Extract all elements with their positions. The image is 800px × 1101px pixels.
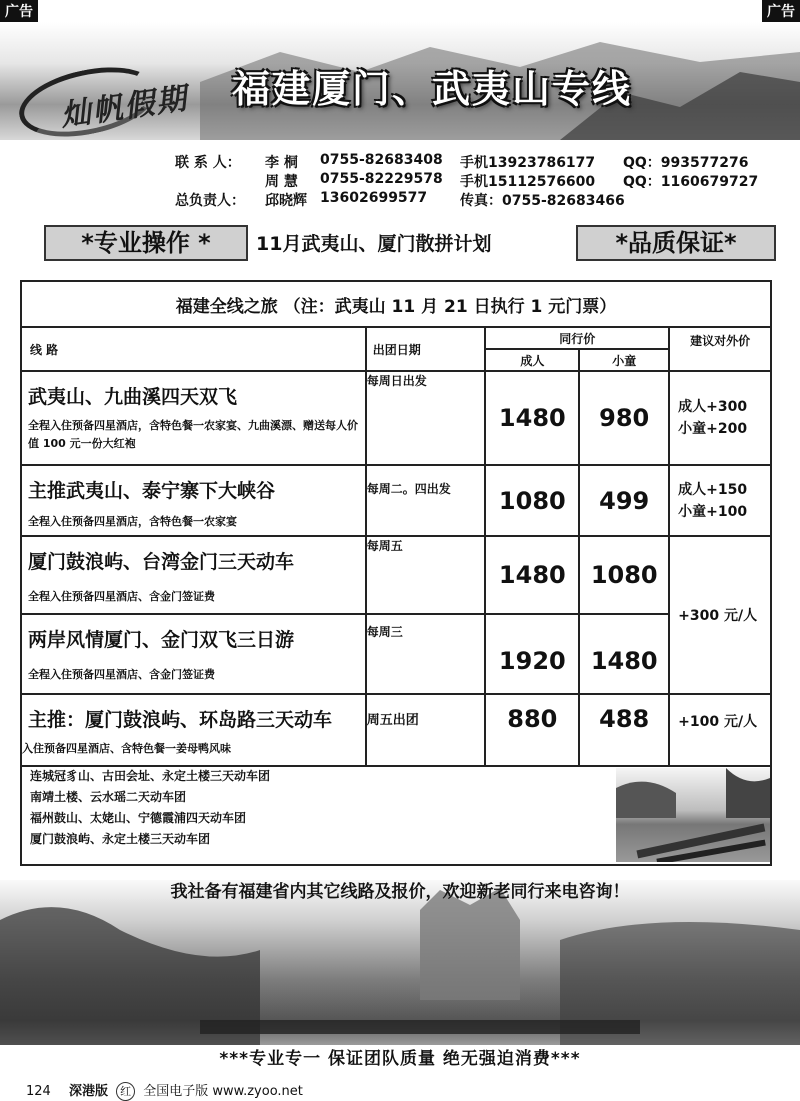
route-price-table xyxy=(20,280,772,767)
red-stamp-icon: 红 xyxy=(116,1082,135,1101)
child-price: 980 xyxy=(579,371,669,465)
scenic-river-image xyxy=(0,880,800,1045)
adult-price: 1920 xyxy=(485,614,579,694)
route-description: 全程入住预备四星酒店，含特色餐一农家宴 xyxy=(28,515,237,528)
table-row xyxy=(21,614,771,694)
header-route: 线 路 xyxy=(21,327,366,371)
header-suggested-price: 建议对外价 xyxy=(669,327,771,371)
list-item: 福州鼓山、太姥山、宁德霞浦四天动车团 xyxy=(30,811,247,825)
list-item: 厦门鼓浪屿、永定土楼三天动车团 xyxy=(30,832,211,846)
list-item: 连城冠豸山、古田会址、永定土楼三天动车团 xyxy=(30,769,271,783)
route-cell xyxy=(21,694,366,766)
suggested-price: 成人+300 小童+200 xyxy=(669,371,771,465)
route-description: 全程入住预备四星酒店、含金门签证费 xyxy=(28,590,215,603)
route-title: 厦门鼓浪屿、台湾金门三天动车 xyxy=(28,551,295,573)
route-title: 两岸风情厦门、金门双飞三日游 xyxy=(28,629,295,651)
departure-date: 周五出团 xyxy=(366,694,486,766)
suggested-price: +100 元/人 xyxy=(669,694,771,766)
adult-price: 1480 xyxy=(485,536,579,614)
page-footer xyxy=(26,1080,303,1101)
contact-role: 联 系 人： xyxy=(175,155,241,171)
header-adult: 成人 xyxy=(485,349,579,371)
table-row xyxy=(21,694,771,766)
suggested-price: 成人+150 小童+100 xyxy=(669,465,771,536)
contact-qq: QQ：993577276 xyxy=(623,155,749,171)
landscape-silhouette-icon xyxy=(0,880,800,1045)
route-title: 主推：厦门鼓浪屿、环岛路三天动车 xyxy=(28,709,333,731)
contact-notice: 我社备有福建省内其它线路及报价，欢迎新老同行来电咨询！ xyxy=(170,882,630,902)
contact-phone: 13602699577 xyxy=(320,190,428,206)
child-price: 499 xyxy=(579,465,669,536)
bamboo-raft-icon xyxy=(616,768,770,862)
brand-logo: 灿帆假期 xyxy=(58,81,191,134)
page-number: 124 xyxy=(26,1084,51,1099)
page-title: 福建厦门、武夷山专线 xyxy=(232,67,633,111)
route-description: 入住预备四星酒店、含特色餐一姜母鸭风味 xyxy=(22,742,231,755)
route-cell xyxy=(21,536,366,614)
contact-block xyxy=(175,152,775,208)
banner-quality: *品质保证* xyxy=(576,225,776,261)
adult-price: 1480 xyxy=(485,371,579,465)
route-title: 武夷山、九曲溪四天双飞 xyxy=(28,386,238,408)
route-description: 全程入住预备四星酒店、含金门签证费 xyxy=(28,668,215,681)
contact-fax: 传真：0755-82683466 xyxy=(460,193,625,209)
route-cell xyxy=(21,371,366,465)
list-item: 南靖土楼、云水瑶二天动车团 xyxy=(30,790,187,804)
contact-name: 邱晓辉 xyxy=(265,193,307,209)
departure-date: 每周日出发 xyxy=(366,371,486,465)
contact-mobile: 手机15112576600 xyxy=(460,174,596,190)
ad-label-right: 广告 xyxy=(762,0,800,22)
banner-professional: *专业操作 * xyxy=(44,225,248,261)
route-description: 全程入住预备四星酒店，含特色餐一农家宴、九曲溪漂、赠送每人价值 100 元一份大红袍 xyxy=(28,419,358,450)
suggested-price: +300 元/人 xyxy=(669,536,771,694)
table-caption: 福建全线之旅 （注：武夷山 11 月 21 日执行 1 元门票） xyxy=(21,281,771,327)
edition-label: 深港版 xyxy=(68,1084,108,1099)
header-peer-price: 同行价 xyxy=(485,327,669,349)
departure-date: 每周二。四出发 xyxy=(366,465,486,536)
child-price: 1480 xyxy=(579,614,669,694)
contact-phone: 0755-82229578 xyxy=(320,171,443,187)
header-date: 出团日期 xyxy=(366,327,486,371)
route-title: 主推武夷山、泰宁寨下大峡谷 xyxy=(28,480,276,502)
table-row xyxy=(21,465,771,536)
departure-date: 每周五 xyxy=(366,536,486,614)
table-row xyxy=(21,371,771,465)
slogan-bar: ***专业专一 保证团队质量 绝无强迫消费*** xyxy=(0,1045,800,1073)
route-cell xyxy=(21,465,366,536)
ad-label-left: 广告 xyxy=(0,0,38,22)
header-child: 小童 xyxy=(579,349,669,371)
contact-name: 周 慧 xyxy=(265,174,298,190)
contact-phone: 0755-82683408 xyxy=(320,152,443,168)
river-boat-photo xyxy=(616,768,770,862)
child-price: 488 xyxy=(579,694,669,766)
website-link[interactable]: 全国电子版 www.zyoo.net xyxy=(143,1084,303,1099)
contact-mobile: 手机13923786177 xyxy=(460,155,596,171)
contact-name: 李 桐 xyxy=(265,155,298,171)
adult-price: 880 xyxy=(485,694,579,766)
adult-price: 1080 xyxy=(485,465,579,536)
departure-date: 每周三 xyxy=(366,614,486,694)
child-price: 1080 xyxy=(579,536,669,614)
route-cell xyxy=(21,614,366,694)
banner-plan: 11月武夷山、厦门散拼计划 xyxy=(256,233,492,255)
contact-qq: QQ：1160679727 xyxy=(623,174,759,190)
table-row xyxy=(21,536,771,614)
contact-role: 总负责人： xyxy=(175,193,245,209)
